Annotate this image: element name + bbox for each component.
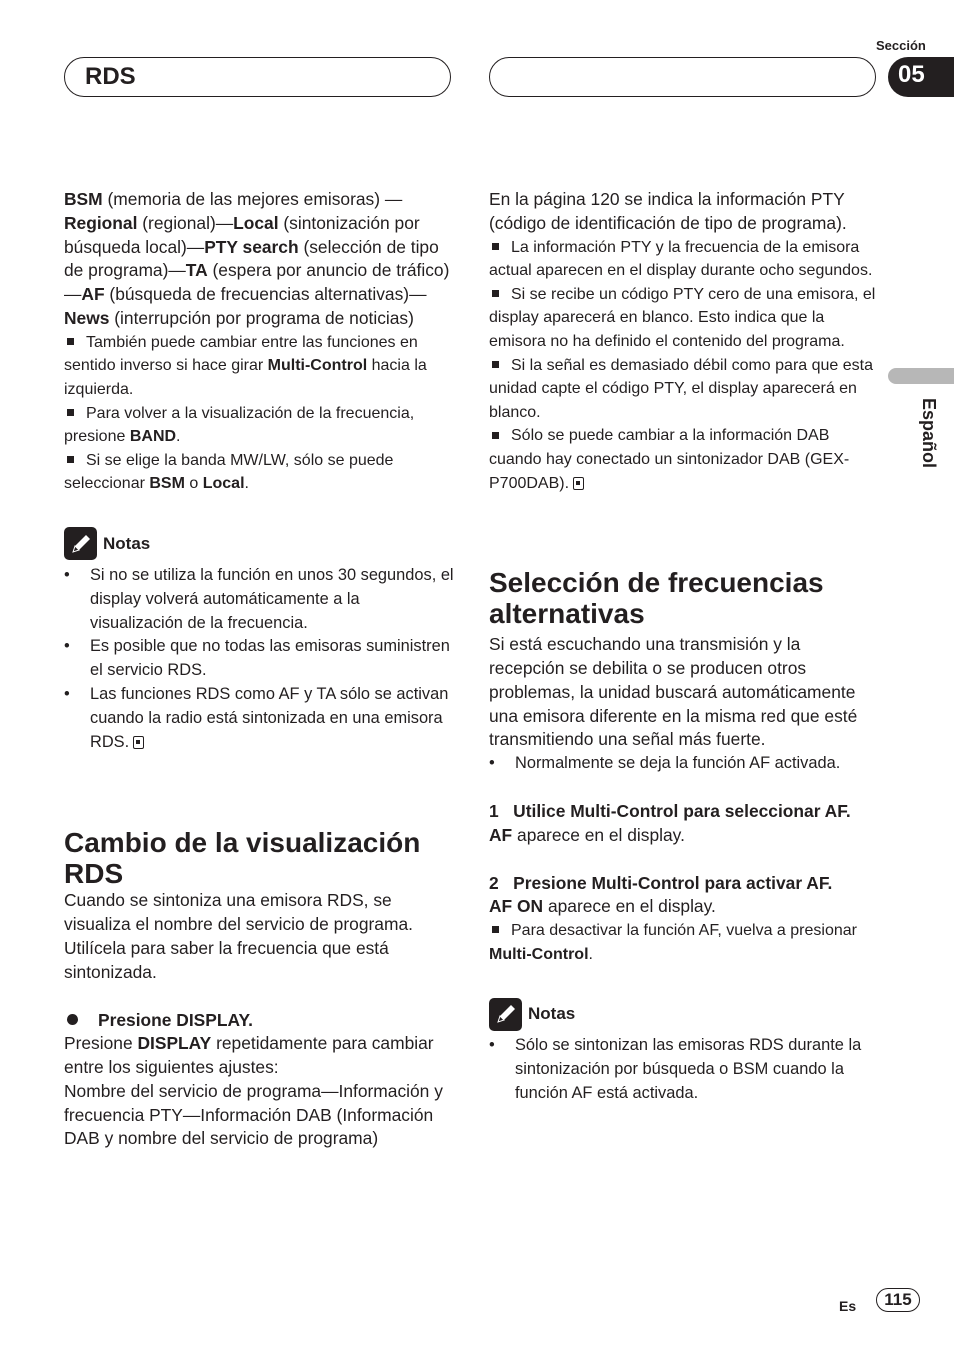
square-bullet-icon <box>492 926 499 933</box>
right-square-note-2: Si se recibe un código PTY cero de una emisora, el display aparecerá en blanco. Esto indica que la emisora no ha definido el contenido del programa. <box>489 285 876 350</box>
notes-header <box>489 996 879 1032</box>
heading-seleccion-frecuencias: Selección de frecuencias alternativas <box>489 567 824 630</box>
language-tab-marker <box>888 368 954 384</box>
page-number: 115 <box>876 1288 920 1312</box>
square-bullet-icon <box>492 243 499 250</box>
af-bullet: • Normalmente se deja la función AF activada. <box>489 752 879 776</box>
section-title-pill <box>64 57 451 97</box>
left-square-note-3: Si se elige la banda MW/LW, sólo se puede seleccionar BSM o Local. <box>64 451 394 493</box>
square-bullet-icon <box>492 432 499 439</box>
left-square-note-1: También puede cambiar entre las funciones en sentido inverso si hace girar Multi-Control hacia la izquierda. <box>64 333 427 398</box>
pencil-note-icon <box>489 998 522 1031</box>
step-presione-display: Presione DISPLAY. <box>64 1009 454 1033</box>
pencil-note-icon <box>64 527 97 560</box>
header-empty-pill <box>489 57 876 97</box>
square-bullet-icon <box>67 409 74 416</box>
step-dot-icon <box>67 1014 78 1025</box>
step-2-body: AF ON aparece en el display. <box>489 896 716 917</box>
square-bullet-icon <box>67 456 74 463</box>
square-bullet-icon <box>492 290 499 297</box>
step-2-square-note: Para desactivar la función AF, vuelva a presionar Multi-Control. <box>489 922 857 963</box>
heading-body: Cuando se sintoniza una emisora RDS, se visualiza el nombre del servicio de programa. Utilícela para saber la frecuencia que está sintonizada. <box>64 890 413 982</box>
step-1-body: AF aparece en el display. <box>489 824 685 845</box>
note-item: • Si no se utiliza la función en unos 30 segundos, el display volverá automáticamente a la visualización de la frecuencia. <box>64 564 454 635</box>
note-item: • Las funciones RDS como AF y TA sólo se activan cuando la radio está sintonizada en una emisora RDS. <box>64 683 454 754</box>
left-square-note-2: Para volver a la visualización de la frecuencia, presione BAND. <box>64 404 415 446</box>
end-of-section-icon <box>133 736 144 749</box>
right-column <box>489 188 879 1106</box>
notes-title: Notas <box>103 534 151 554</box>
notes-header <box>64 526 454 562</box>
pty-intro: En la página 120 se indica la información PTY (código de identificación de tipo de programa). <box>489 189 847 233</box>
right-square-note-1: La información PTY y la frecuencia de la emisora actual aparecen en el display durante ocho segundos. <box>489 238 873 280</box>
section-title: RDS <box>85 63 136 90</box>
note-item: • Es posible que no todas las emisoras suministren el servicio RDS. <box>64 635 454 683</box>
note-item: • Sólo se sintonizan las emisoras RDS durante la sintonización por búsqueda o BSM cuando la función AF está activada. <box>489 1034 879 1105</box>
heading-cambio-visualizacion: Cambio de la visualización RDS <box>64 827 421 890</box>
square-bullet-icon <box>492 361 499 368</box>
step-body: Presione DISPLAY repetidamente para cambiar entre los siguientes ajustes: <box>64 1033 434 1078</box>
step-1: 1 Utilice Multi-Control para seleccionar AF. <box>489 800 851 821</box>
heading-body: Si está escuchando una transmisión y la recepción se debilita o se producen otros problemas, la unidad buscará automáticamente una emisora diferente en la misma red que esté transmitiendo una señal más fuerte. <box>489 634 858 750</box>
section-number: 05 <box>888 57 954 97</box>
notes-title: Notas <box>528 1004 576 1024</box>
step-2: 2 Presione Multi-Control para activar AF. <box>489 872 833 893</box>
language-tab-label: Español <box>919 398 939 469</box>
right-square-note-3: Si la señal es demasiado débil como para que esta unidad capte el código PTY, el display aparecerá en blanco. <box>489 356 873 421</box>
section-label: Sección <box>876 38 926 53</box>
rds-function-list: BSM (memoria de las mejores emisoras) —Regional (regional)—Local (sintonización por búsqueda local)—PTY search (selección de tipo de programa)—TA (espera por anuncio de tráfico)—AF (búsqueda de frecuencias alternativas)—News (interrupción por programa de noticias) <box>64 189 450 328</box>
footer-language: Es <box>839 1298 857 1314</box>
left-column <box>64 188 454 1151</box>
step-body-sequence: Nombre del servicio de programa—Información y frecuencia PTY—Información DAB (Información DAB y nombre del servicio de programa) <box>64 1080 443 1149</box>
end-of-section-icon <box>573 477 584 490</box>
right-square-note-4: Sólo se puede cambiar a la información DAB cuando hay conectado un sintonizador DAB (GEX-P700DAB). <box>489 427 850 492</box>
square-bullet-icon <box>67 338 74 345</box>
